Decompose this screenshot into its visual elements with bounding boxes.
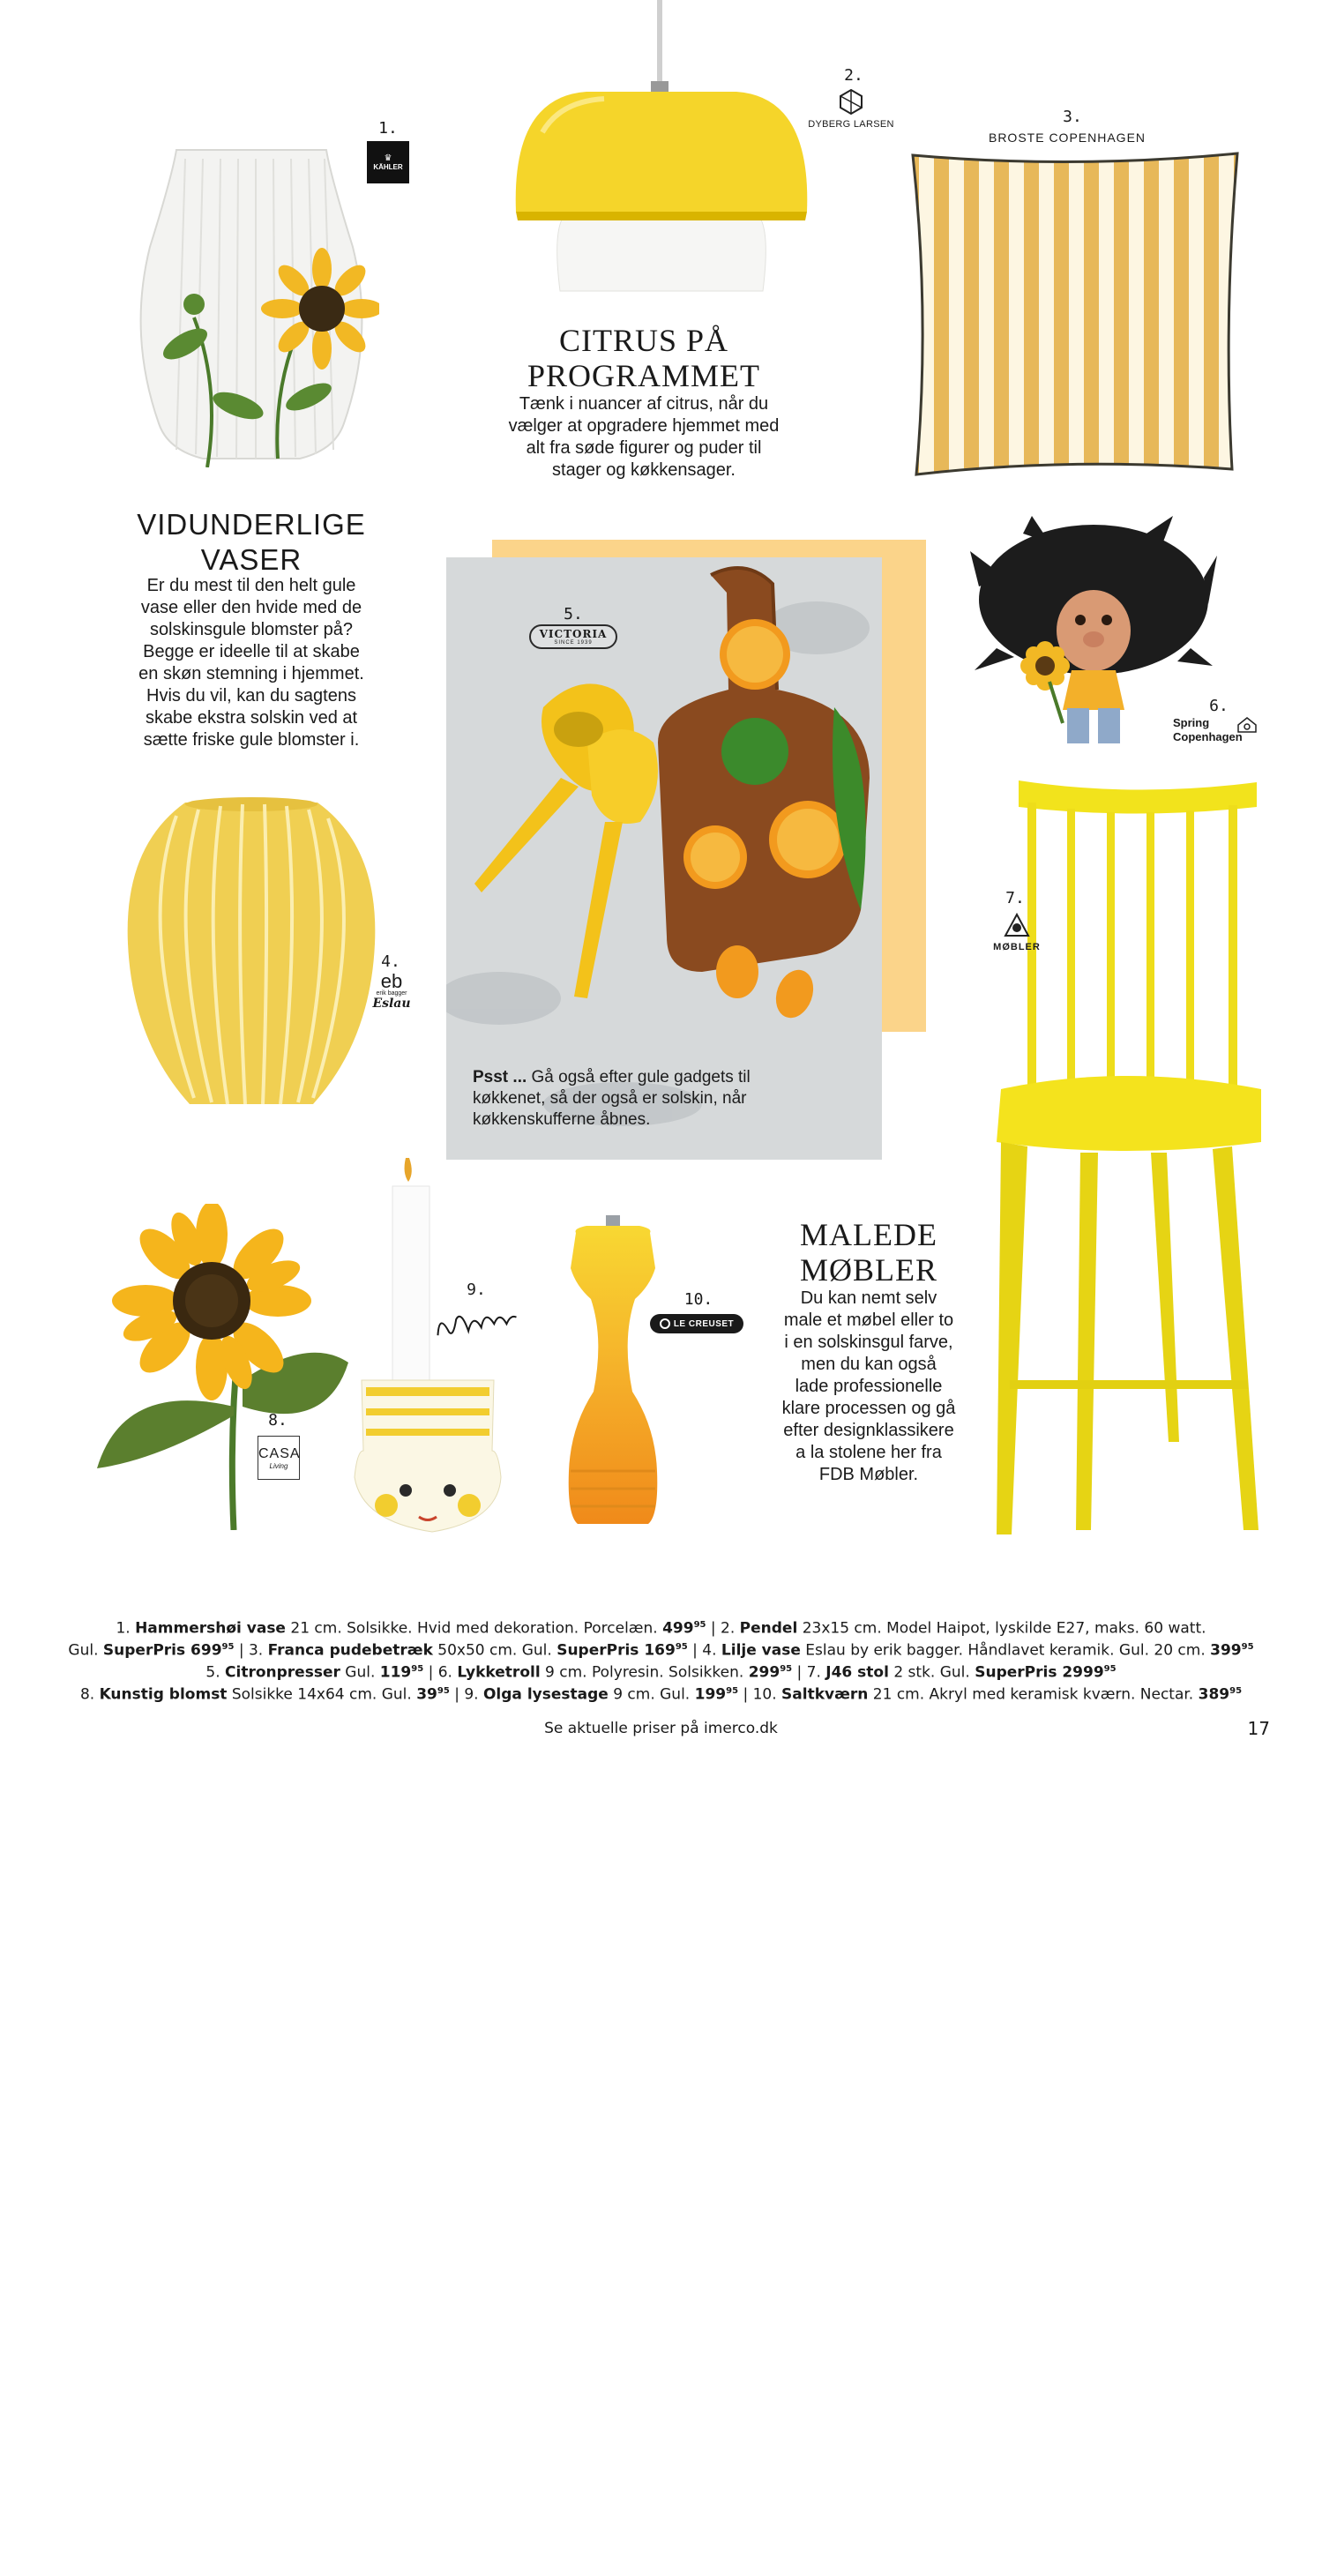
caption-segment: 399 [1210, 1641, 1242, 1660]
caption-segment: 39 [416, 1685, 437, 1704]
caption-segment: Lilje vase [721, 1641, 801, 1660]
dyberg-cube-icon [838, 88, 864, 115]
caption-segment: | 7. [792, 1663, 826, 1682]
price-cents: 95 [693, 1620, 706, 1630]
number-8: 8. [268, 1411, 288, 1430]
caption-segment: 9 cm. Polyresin. Solsikken. [540, 1663, 749, 1682]
caption-segment: 299 [748, 1663, 781, 1682]
caption-segment: | 9. [449, 1685, 483, 1704]
number-1: 1. [378, 119, 398, 138]
caption-segment: 50x50 cm. Gul. [432, 1641, 557, 1660]
spring-copenhagen-logo-text: Spring Copenhagen [1173, 716, 1243, 743]
caption-segment: 23x15 cm. Model Haipot, lyskilde E27, maks. 60 watt. [797, 1619, 1206, 1638]
caption-segment: 199 [694, 1685, 727, 1704]
caption-segment: Gul. [340, 1663, 380, 1682]
caption-segment: | 3. [234, 1641, 268, 1660]
psst-text: Gå også efter gule gadgets til køkkenet, så der også er solskin, når køkkenskufferne åbnes. [473, 1068, 751, 1129]
caption-segment: | 6. [423, 1663, 458, 1682]
caption-segment: 5. [205, 1663, 226, 1682]
casa-sub-text: Living [269, 1461, 288, 1470]
para-mobler: Du kan nemt selv male et møbel eller to i en solskinsgul farve, men du kan også lade professionelle klare processen og gå efter designklassikere a la stolene her fra FDB Møbler. [781, 1288, 956, 1484]
heading-citrus: CITRUS PÅ PROGRAMMET [527, 323, 761, 393]
kahler-crown-icon: ♛ [384, 153, 392, 163]
erik-bagger-eslau-logo [369, 970, 415, 1011]
number-4: 4. [381, 952, 400, 971]
number-5: 5. [564, 605, 583, 623]
caption-segment: SuperPris 169 [556, 1641, 676, 1660]
number-3: 3. [1063, 108, 1082, 126]
number-9: 9. [467, 1281, 486, 1299]
footer-text: Se aktuelle priser på imerco.dk [544, 1720, 778, 1737]
caption-segment: 2 stk. Gul. [888, 1663, 975, 1682]
para-citrus: Tænk i nuancer af citrus, når du vælger at opgradere hjemmet med alt fra søde figurer og puder til stager og køkkensager. [508, 394, 780, 480]
psst-bold: Psst ... [473, 1068, 527, 1086]
caption-segment: Olga lysestage [482, 1685, 609, 1704]
striped-cushion-image [904, 150, 1244, 481]
broste-copenhagen-logo: BROSTE COPENHAGEN [988, 131, 1146, 145]
caption-segment: 389 [1198, 1685, 1230, 1704]
caption-segment: Eslau by erik bagger. Håndlavet keramik. Gul. 20 cm. [800, 1641, 1211, 1660]
caption-segment: SuperPris 2999 [975, 1663, 1104, 1682]
heading-vaser: VIDUNDERLIGE VASER [137, 508, 366, 576]
caption-segment: | 2. [706, 1619, 740, 1638]
caption-segment: | 4. [687, 1641, 721, 1660]
price-cents: 95 [437, 1686, 450, 1696]
caption-segment: 8. [79, 1685, 100, 1704]
yellow-chair-image [992, 772, 1261, 1534]
caption-segment: Saltkværn [781, 1685, 869, 1704]
yellow-ribbed-vase-image [123, 794, 379, 1111]
casa-living-logo [258, 1436, 300, 1480]
caption-segment: Solsikke 14x64 cm. Gul. [227, 1685, 417, 1704]
caption-line-4 [0, 1680, 1322, 1706]
victoria-since-text: SINCE 1939 [554, 640, 593, 646]
price-cents: 95 [675, 1642, 688, 1652]
erik-bagger-logo-text: erik bagger [376, 990, 407, 997]
number-6: 6. [1209, 697, 1229, 715]
fdb-triangle-icon [1004, 913, 1030, 937]
fdb-mobler-logo [983, 913, 1050, 952]
caption-segment: Citronpresser [225, 1663, 340, 1682]
price-cents: 95 [1241, 1642, 1254, 1652]
price-cents: 95 [1229, 1686, 1243, 1696]
caption-segment: Pendel [739, 1619, 798, 1638]
dyberg-logo-text: DYBERG LARSEN [808, 119, 894, 130]
salt-grinder-image [551, 1215, 675, 1533]
eslau-logo-text: Eslau [372, 997, 411, 1011]
price-cents: 95 [411, 1664, 424, 1674]
number-10: 10. [683, 1290, 713, 1309]
caption-segment: 1. [116, 1619, 136, 1638]
artificial-sunflower-image [88, 1204, 353, 1530]
price-cents: 95 [1103, 1664, 1117, 1674]
para-vaser: Er du mest til den helt gule vase eller den hvide med de solskinsgule blomster på? Begge er ideelle til at skabe en skøn stemning i hjemmet. Hvis du vil, kan du sagtens skabe ekstra solskin ved at sætte friske gule blomster i. [138, 576, 364, 750]
le-creuset-logo [650, 1314, 743, 1333]
price-cents: 95 [780, 1664, 793, 1674]
troll-figurine-image [970, 516, 1217, 750]
white-sunflower-vase-image [123, 141, 379, 467]
victoria-logo-text: VICTORIA [539, 628, 608, 640]
caption-segment: 21 cm. Solsikke. Hvid med dekoration. Porcelæn. [285, 1619, 663, 1638]
psst-note [473, 1067, 825, 1131]
kahler-logo [367, 141, 409, 183]
le-creuset-circle-icon [660, 1318, 670, 1329]
caption-segment: Franca pudebetræk [267, 1641, 433, 1660]
kahler-logo-text: KÄHLER [373, 162, 403, 171]
caption-segment: Lykketroll [457, 1663, 541, 1682]
price-cents: 95 [726, 1686, 739, 1696]
dyberg-larsen-logo [798, 88, 904, 130]
fdb-logo-text: MØBLER [993, 942, 1041, 952]
caption-segment: 499 [662, 1619, 694, 1638]
caption-segment: 21 cm. Akryl med keramisk kværn. Nectar. [868, 1685, 1199, 1704]
price-cents: 95 [221, 1642, 235, 1652]
caption-segment: 9 cm. Gul. [608, 1685, 695, 1704]
spring-copenhagen-logo [1173, 716, 1270, 744]
le-creuset-logo-text: LE CREUSET [673, 1318, 735, 1329]
caption-segment: Kunstig blomst [99, 1685, 228, 1704]
number-2: 2. [844, 66, 863, 85]
caption-segment: Hammershøi vase [135, 1619, 286, 1638]
casa-logo-text: CASA [258, 1445, 301, 1461]
caption-segment: SuperPris 699 [102, 1641, 222, 1660]
heading-mobler: MALEDE MØBLER [799, 1217, 937, 1288]
number-7: 7. [1005, 889, 1025, 907]
caption-segment: 119 [379, 1663, 412, 1682]
spring-house-icon [1236, 716, 1258, 734]
yellow-pendant-lamp-image [507, 0, 816, 304]
olga-candle-holder-image [344, 1151, 512, 1534]
eb-logo-text: eb [380, 970, 403, 992]
page-number: 17 [1247, 1718, 1270, 1739]
caption-segment: Gul. [68, 1641, 103, 1660]
caption-segment: | 10. [738, 1685, 782, 1704]
victoria-logo [529, 624, 617, 649]
caption-segment: J46 stol [825, 1663, 889, 1682]
